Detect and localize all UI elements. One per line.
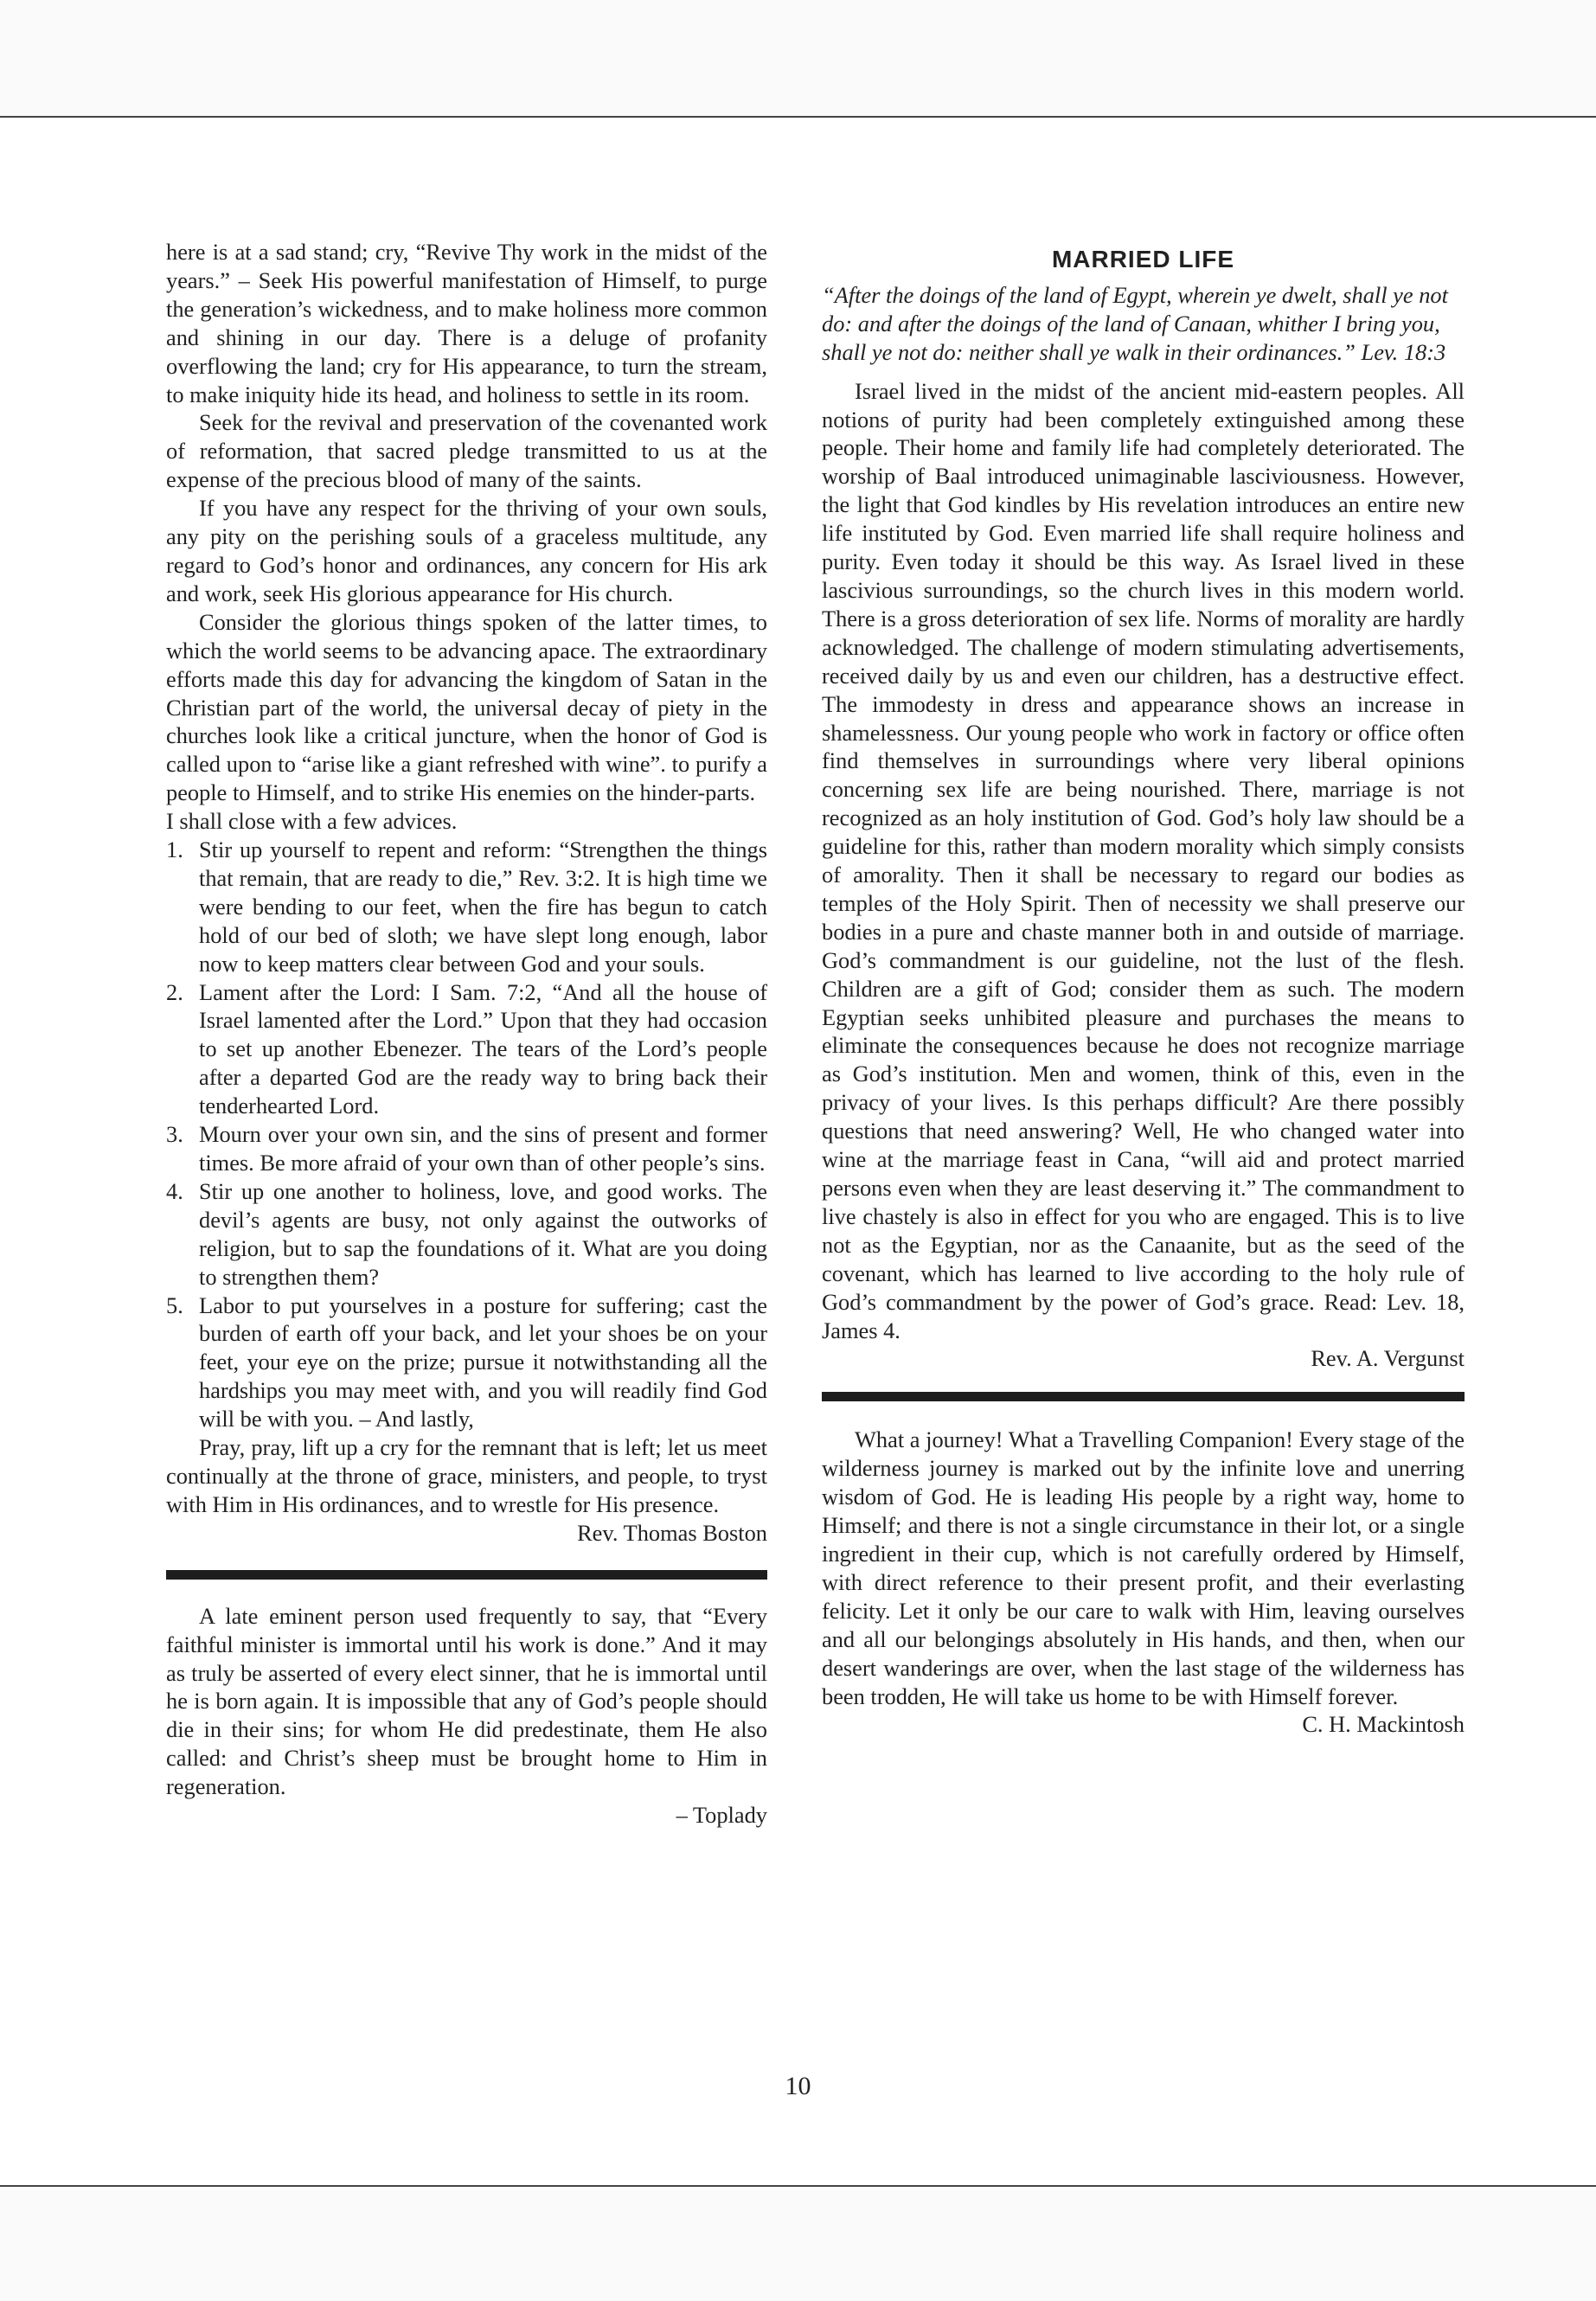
married-life-body: Israel lived in the midst of the ancient mid-eastern peoples. All notions of purity had been completely extinguished among these people. Their home and family life had completely deteriorated. The worship of Baal introduced unimaginable lasciviousness. However, the light that God kindles by His revelation introduces an entire new life instituted by God. Even married life shall require holiness and purity. Even today it should be this way. As Israel lived in these lascivious surroundings, so the church lives in this modern world. There is a gross deterioration of sex life. Norms of morality are hardly acknowledged. The challenge of modern stimulating advertisements, received daily by us and even our children, has a destructive effect. The immodesty in dress and appearance shows an increase in shamelessness. Our young people who work in factory or office often find themselves in surroundings where very liberal opinions concerning sex life are being nourished. There, marriage is not recognized as an holy institution of God. God’s holy law should be a guideline for this, rather than modern morality which simply consists of amorality. Then it shall be necessary to regard our bodies as temples of the Holy Spirit. Then of necessity we shall preserve our bodies in a pure and chaste manner both in and outside of marriage. God’s commandment is our guideline, not the lust of the flesh. Children are a gift of God; consider them as such. The modern Egyptian seeks unhibited pleasure and purchases the means to eliminate the consequences because he does not recognize marriage as God’s institution. Men and women, think of this, even in the privacy of your lives. Is this perhaps difficult? Are there possibly questions that need answering? Well, He who changed water into wine at the marriage feast in Cana, “will aid and protect married persons even when they are least deserving it.” The commandment to live chastely is also in effect for you who are engaged. This is to live not as the Egyptian, nor as the Canaanite, but as the seed of the covenant, which has learned to live according to the holy rule of God’s commandment by the power of God’s grace. Read: Lev. 18, James 4. bbox=[822, 377, 1465, 1343]
advices-list bbox=[166, 836, 767, 1433]
advice-item bbox=[166, 978, 767, 1121]
advice-text: Mourn over your own sin, and the sins of present and former times. Be more afraid of your own than of other people’s sins. bbox=[199, 1121, 767, 1176]
advice-item bbox=[166, 836, 767, 978]
boston-paragraph-4: Consider the glorious things spoken of the latter times, to which the world seems to be advancing apace. The extraordinary efforts made this day for advancing the kingdom of Satan in the Christian part of the world, the universal decay of piety in the churches look like a critical juncture, when the honor of God is called upon to “arise like a giant refreshed with wine”. to purify a people to Himself, and to strike His enemies on the hinder-parts. bbox=[166, 608, 767, 806]
mackintosh-signature: C. H. Mackintosh bbox=[1302, 1711, 1465, 1738]
advice-number: 3. bbox=[166, 1121, 183, 1148]
boston-paragraph-2: Seek for the revival and preservation of the covenanted work of reformation, that sacred pledge transmitted to us at the expense of the precious blood of many of the saints. bbox=[166, 409, 767, 493]
scripture-epigraph: “After the doings of the land of Egypt, wherein ye dwelt, shall ye not do: and after the doings of the land of Canaan, whither I bring you, shall ye not do: neither shall ye walk in their ordinances.” Lev. 18:3 bbox=[822, 281, 1448, 365]
advice-text: Lament after the Lord: I Sam. 7:2, “And all the house of Israel lamented after the Lord.” Upon that they had occasion to set up another Ebenezer. The tears of the Lord’s people after a departed God are the ready way to bring back their tenderhearted Lord. bbox=[199, 978, 767, 1119]
right-column bbox=[822, 240, 1465, 1739]
boston-signature: Rev. Thomas Boston bbox=[577, 1519, 767, 1546]
advice-item bbox=[166, 1120, 767, 1177]
advice-text: Stir up yourself to repent and reform: “Strengthen the things that remain, that are ready to die,” Rev. 3:2. It is high time we were bending to our feet, when the fire has begun to catch hold of our bed of sloth; we have slept long enough, labor now to keep matters clear between God and your souls. bbox=[199, 836, 767, 977]
advice-item bbox=[166, 1292, 767, 1434]
boston-paragraph-1: here is at a sad stand; cry, “Revive Thy work in the midst of the years.” – Seek His powerful manifestation of Himself, to purge the generation’s wickedness, and to make holiness more common and shining in our day. There is a deluge of profanity overflowing the land; cry for His appearance, to turn the stream, to make iniquity hide its head, and holiness to settle in its room. bbox=[166, 239, 767, 407]
toplady-signature: – Toplady bbox=[676, 1802, 767, 1829]
advice-text: Labor to put yourselves in a posture for suffering; cast the burden of earth off your back, and let your shoes be on your feet, your eye on the prize; pursue it notwithstanding all the hardships you may meet with, and you will readily find God will be with you. – And lastly, bbox=[199, 1292, 767, 1433]
page-number: 10 bbox=[785, 2072, 811, 2100]
boston-paragraph-3: If you have any respect for the thriving of your own souls, any pity on the perishing souls of a graceless multitude, any regard to God’s honor and ordinances, any concern for His ark and work, seek His glorious appearance for His church. bbox=[166, 495, 767, 606]
advice-number: 5. bbox=[166, 1292, 183, 1318]
advice-text: Stir up one another to holiness, love, and good works. The devil’s agents are busy, not only against the outworks of religion, but to sap the foundations of it. What are you doing to strengthen them? bbox=[199, 1177, 767, 1290]
left-column bbox=[166, 238, 767, 1830]
advice-number: 1. bbox=[166, 836, 183, 863]
section-divider bbox=[166, 1570, 767, 1580]
closing-paragraph: Pray, pray, lift up a cry for the remnant that is left; let us meet continually at the throne of grace, ministers, and people, to tryst with Him in His ordinances, and to wrestle for His presence. bbox=[166, 1434, 767, 1517]
vergunst-signature: Rev. A. Vergunst bbox=[1311, 1345, 1465, 1372]
advice-number: 2. bbox=[166, 978, 183, 1005]
mackintosh-quote: What a journey! What a Travelling Companion! Every stage of the wilderness journey is marked out by the infinite love and unerring wisdom of God. He is leading His people by a right way, home to Himself; and there is not a single circumstance in their lot, or a single ingredient in their cup, which is not carefully ordered by Himself, with direct reference to their present profit, and their everlasting felicity. Let it only be our care to walk with Him, leaving ourselves and all our belongings absolutely in His hands, and then, when our desert wanderings are over, when the last stage of the wilderness has been trodden, He will take us home to be with Himself forever. bbox=[822, 1426, 1465, 1709]
advice-item bbox=[166, 1177, 767, 1292]
section-divider bbox=[822, 1392, 1465, 1401]
advices-intro: I shall close with a few advices. bbox=[166, 808, 458, 835]
advice-number: 4. bbox=[166, 1177, 183, 1204]
toplady-quote: A late eminent person used frequently to say, that “Every faithful minister is immortal until his work is done.” And it may as truly be asserted of every elect sinner, that he is immortal until he is born again. It is impossible that any of God’s people should die in their sins; for whom He did predestinate, them He also called: and Christ’s sheep must be brought home to Him in regeneration. bbox=[166, 1602, 767, 1800]
article-heading: MARRIED LIFE bbox=[1051, 246, 1235, 272]
